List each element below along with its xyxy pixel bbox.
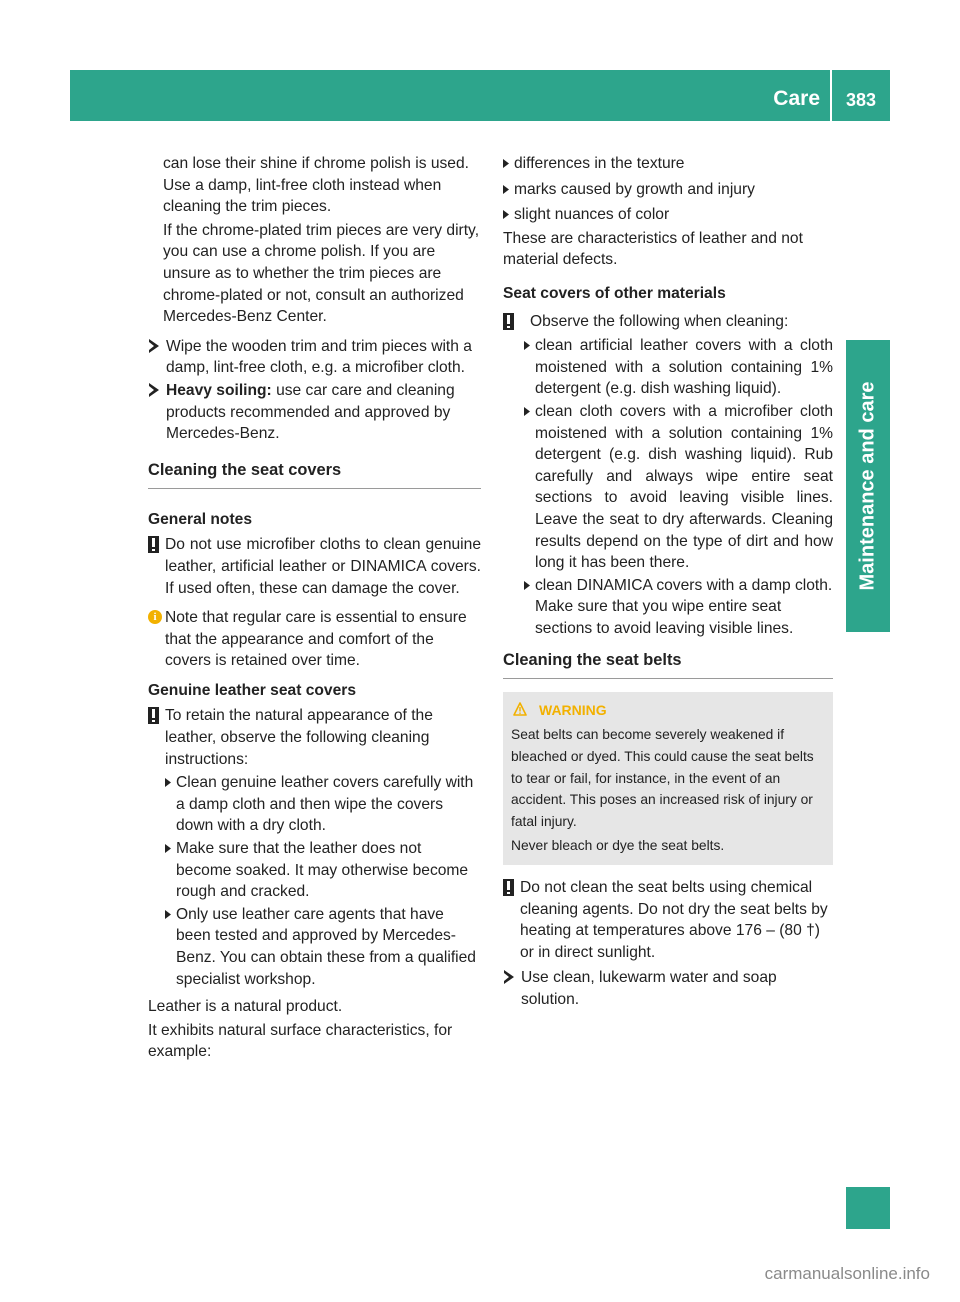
paragraph: If the chrome-plated trim pieces are very dirty, you can use a chrome polish. If you are unsure as to whether the trim pieces are chrome-plated or not, consult an authorized Mercedes-Benz Center. — [163, 221, 480, 326]
step-text: Use clean, lukewarm water and soap solution. — [521, 969, 777, 1008]
list-item — [524, 335, 833, 400]
list-item — [503, 179, 833, 201]
exclamation-icon — [148, 536, 159, 553]
notice-text: To retain the natural appearance of the leather, observe the following cleaning instructions: — [165, 707, 433, 768]
bullet-icon — [524, 341, 530, 350]
left-column — [148, 153, 481, 1063]
warning-text: Never bleach or dye the seat belts. — [511, 838, 725, 854]
exclamation-icon — [503, 879, 514, 896]
step-bold-label: Heavy soiling: — [166, 381, 272, 399]
arrow-marker-icon — [148, 339, 160, 353]
right-column — [503, 153, 833, 1012]
list-item — [524, 401, 833, 574]
notice-text: Do not clean the seat belts using chemical cleaning agents. Do not dry the seat belts by heating at temperatures above 176 ‒ (80 †) or in direct sunlight. — [520, 879, 828, 961]
warning-triangle-icon — [513, 702, 527, 717]
list-item — [503, 153, 833, 175]
exclamation-icon — [503, 313, 514, 330]
step-item — [503, 967, 833, 1010]
warning-text: Seat belts can become severely weakened if bleached or dyed. This could cause the seat belts to tear or fail, for instance, in the event of an accident. This poses an increased risk of injury or fatal injury. — [511, 727, 814, 829]
info-icon: i — [148, 610, 162, 624]
list-item — [524, 575, 833, 640]
list-item — [165, 904, 481, 990]
list-item-text: clean artificial leather covers with a cloth moistened with a solution containing 1% detergent (e.g. dish washing liquid). — [535, 337, 833, 398]
notice — [503, 311, 833, 333]
subheading: General notes — [148, 510, 252, 528]
page-number: 383 — [845, 90, 877, 110]
footer-watermark: carmanualsonline.info — [764, 1264, 930, 1283]
paragraph: can lose their shine if chrome polish is used. Use a damp, lint-free cloth instead when cleaning the trim pieces. — [163, 155, 469, 216]
subheading: Seat covers of other materials — [503, 284, 726, 302]
step-item — [148, 380, 481, 445]
info-note — [148, 607, 481, 672]
bullet-icon — [165, 778, 171, 787]
list-item-text: Only use leather care agents that have been tested and approved by Mercedes-Benz. You can obtain these from a qualified specialist workshop. — [176, 905, 476, 988]
bullet-icon — [524, 407, 530, 416]
step-text: use car care and cleaning products recommended and approved by Mercedes-Benz. — [166, 381, 455, 443]
notice-text: Do not use microfiber cloths to clean genuine leather, artificial leather or DINAMICA covers. If used often, these can damage the cover. — [165, 536, 481, 597]
side-marker — [846, 1187, 890, 1229]
list-item-text: Clean genuine leather covers carefully with a damp cloth and then wipe the covers down with a dry cloth. — [176, 774, 474, 835]
section-heading: Cleaning the seat belts — [503, 649, 833, 679]
list-item-text: Make sure that the leather does not become soaked. It may otherwise become rough and cracked. — [176, 840, 469, 901]
notice — [148, 534, 481, 599]
bullet-icon — [524, 581, 530, 590]
paragraph: It exhibits natural surface characteristics, for example: — [148, 1021, 453, 1061]
list-item-text: clean cloth covers with a microfiber cloth moistened with a solution containing 1% detergent (e.g. dish washing liquid). Rub carefully and always wipe entire seat sections to avoid leaving visible lines. Leave the seat to dry afterwards. Cleaning results depend on the type of dirt and how long it has been there. — [535, 402, 833, 572]
section-heading: Cleaning the seat covers — [148, 459, 481, 489]
header-bar — [70, 70, 890, 121]
list-item — [503, 204, 833, 226]
notice — [148, 705, 481, 770]
warning-box — [503, 692, 833, 865]
warning-title — [511, 701, 825, 719]
bullet-icon — [503, 185, 509, 194]
info-text: Note that regular care is essential to ensure that the appearance and comfort of the covers is retained over time. — [165, 609, 467, 670]
list-item-text: clean DINAMICA covers with a damp cloth. Make sure that you wipe entire seat sections to avoid leaving visible lines. — [535, 576, 833, 637]
arrow-marker-icon — [503, 970, 515, 984]
list-item-text: marks caused by growth and injury — [514, 180, 755, 198]
paragraph: These are characteristics of leather and not material defects. — [503, 229, 803, 269]
step-item — [148, 336, 481, 379]
bullet-icon — [503, 210, 509, 219]
bullet-list — [148, 772, 481, 990]
bullet-icon — [165, 844, 171, 853]
list-item-text: differences in the texture — [514, 155, 685, 172]
bullet-icon — [503, 159, 509, 168]
list-item — [165, 838, 481, 903]
warning-title-text: WARNING — [539, 702, 607, 719]
notice — [503, 877, 833, 963]
exclamation-icon — [148, 707, 159, 724]
notice-text: Observe the following when cleaning: — [530, 312, 789, 330]
list-item-text: slight nuances of color — [514, 206, 670, 224]
side-tab-label: Maintenance and care — [856, 381, 879, 591]
subheading: Genuine leather seat covers — [148, 681, 357, 699]
bullet-list — [503, 153, 833, 226]
bullet-icon — [165, 910, 171, 919]
arrow-marker-icon — [148, 383, 160, 397]
bullet-list — [503, 335, 833, 639]
list-item — [165, 772, 481, 837]
paragraph: Leather is a natural product. — [148, 998, 343, 1016]
step-text: Wipe the wooden trim and trim pieces with a damp, lint-free cloth, e.g. a microfiber cloth. — [166, 337, 472, 377]
section-title: Care — [773, 87, 820, 110]
